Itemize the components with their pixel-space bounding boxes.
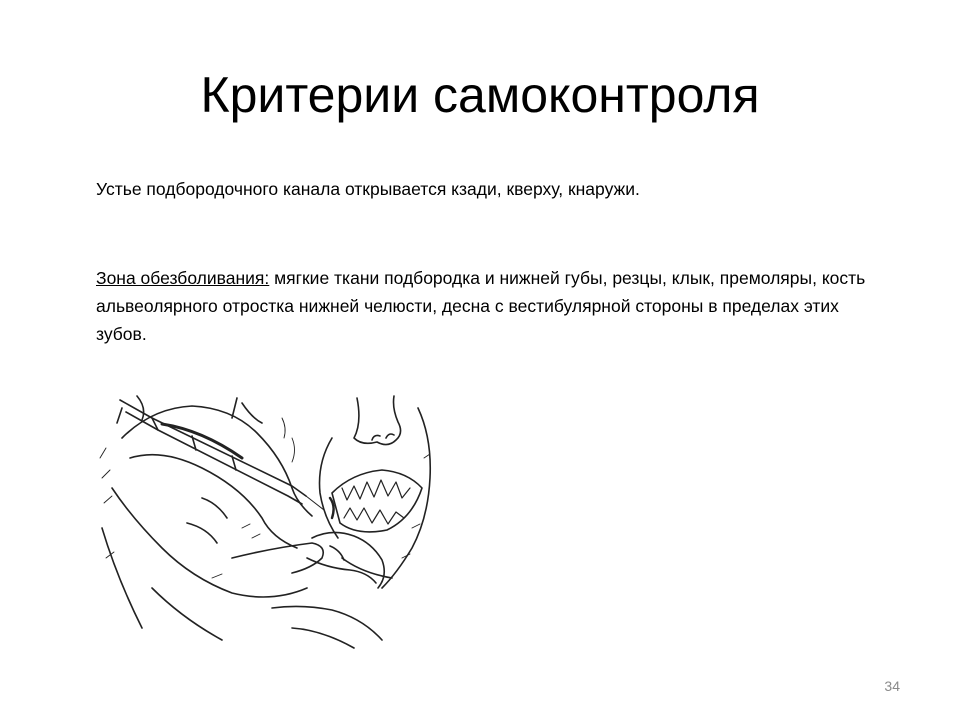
canal-description: Устье подбородочного канала открывается кзади, кверху, кнаружи. <box>96 179 640 199</box>
patient-mouth <box>330 470 422 532</box>
patient-face <box>320 408 431 588</box>
page-number: 34 <box>884 678 900 694</box>
retracting-hand <box>272 532 384 648</box>
slide-title: Критерии самоконтроля <box>200 67 760 123</box>
patient-nose <box>354 396 401 445</box>
anesthesia-zone-paragraph <box>96 264 876 348</box>
injection-illustration <box>92 378 464 650</box>
anesthesia-zone-label: Зона обезболивания: <box>96 268 270 288</box>
anesthesia-zone-text: мягкие ткани подбородка и нижней губы, резцы, клык, премоляры, кость альвеолярного отростка нижней челюсти, десна с вестибулярной стороны в пределах этих зубов. <box>96 268 866 344</box>
doctor-hand <box>102 396 323 640</box>
